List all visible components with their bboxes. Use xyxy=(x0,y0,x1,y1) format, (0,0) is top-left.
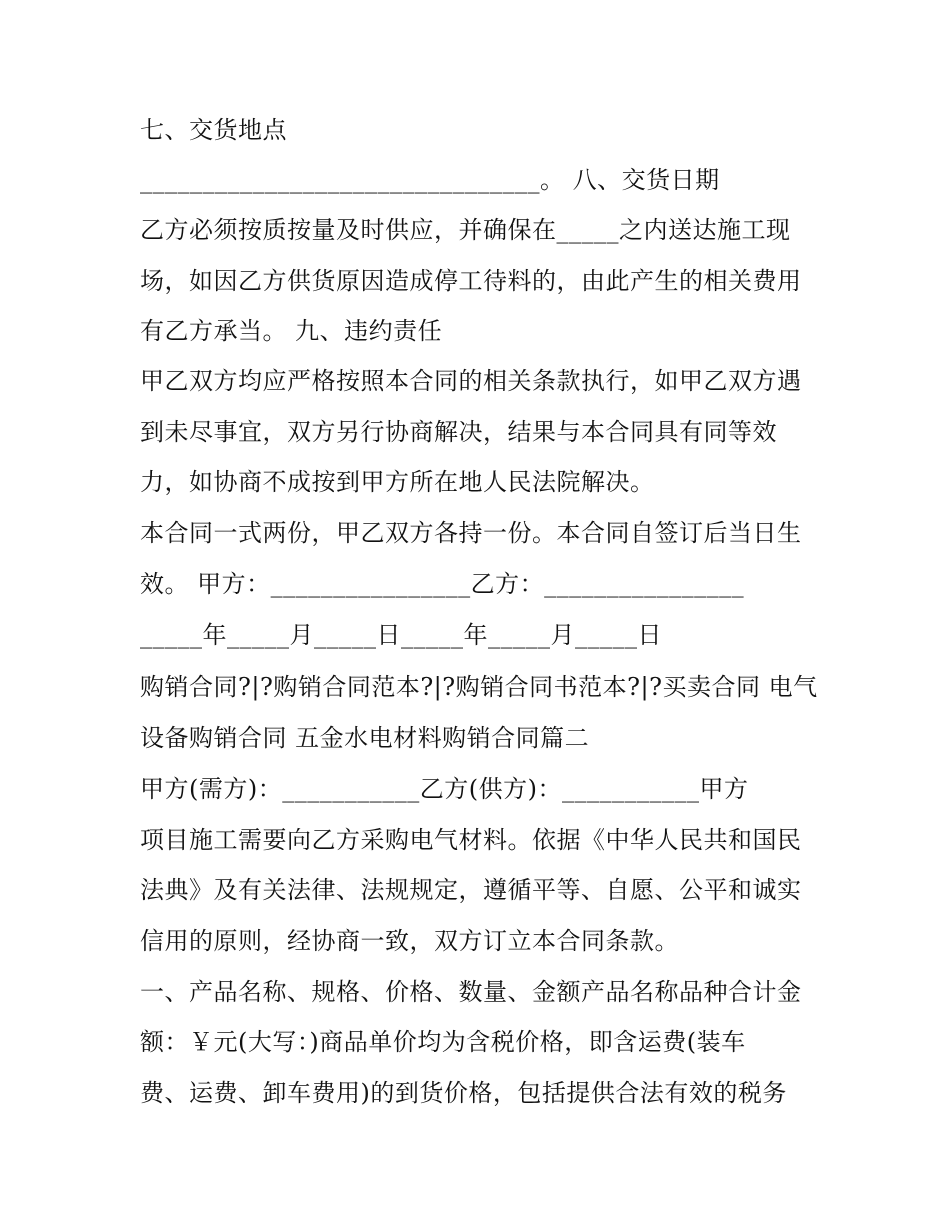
text-line: _____年_____月_____日_____年_____月_____日 xyxy=(140,621,662,649)
text-line: 乙方必须按质按量及时供应，并确保在_____之内送达施工现 xyxy=(140,216,791,244)
text-line: 设备购销合同 五金水电材料购销合同篇二 xyxy=(140,724,590,752)
text-line: 到未尽事宜，双方另行协商解决，结果与本合同具有同等效 xyxy=(140,418,777,446)
text-line: 效。 甲方：________________乙方：________________ xyxy=(140,570,745,598)
text-line: ________________________________。 八、交货日期 xyxy=(140,166,720,194)
text-line: 力，如协商不成按到甲方所在地人民法院解决。 xyxy=(140,468,655,496)
text-line: 有乙方承当。 九、违约责任 xyxy=(140,317,443,345)
text-line: 一、产品名称、规格、价格、数量、金额产品名称品种合计金 xyxy=(140,978,802,1006)
text-line: 法典》及有关法律、法规规定，遵循平等、自愿、公平和诚实 xyxy=(140,876,802,904)
text-line: 费、运费、卸车费用)的到货价格，包括提供合法有效的税务 xyxy=(140,1079,787,1107)
text-line: 信用的原则，经协商一致，双方订立本合同条款。 xyxy=(140,927,679,955)
text-line: 购销合同?|?购销合同范本?|?购销合同书范本?|?买卖合同 电气 xyxy=(140,673,818,701)
text-line: 七、交货地点 xyxy=(140,116,287,144)
text-line: 场，如因乙方供货原因造成停工待料的，由此产生的相关费用 xyxy=(140,267,802,295)
text-line: 额：￥元(大写：)商品单价均为含税价格，即含运费(装车 xyxy=(140,1028,746,1056)
text-line: 甲乙双方均应严格按照本合同的相关条款执行，如甲乙双方遇 xyxy=(140,367,802,395)
text-line: 项目施工需要向乙方采购电气材料。依据《中华人民共和国民 xyxy=(140,826,802,854)
text-line: 甲方(需方)：___________乙方(供方)：___________甲方 xyxy=(140,775,749,803)
text-line: 本合同一式两份，甲乙双方各持一份。本合同自签订后当日生 xyxy=(140,519,802,547)
